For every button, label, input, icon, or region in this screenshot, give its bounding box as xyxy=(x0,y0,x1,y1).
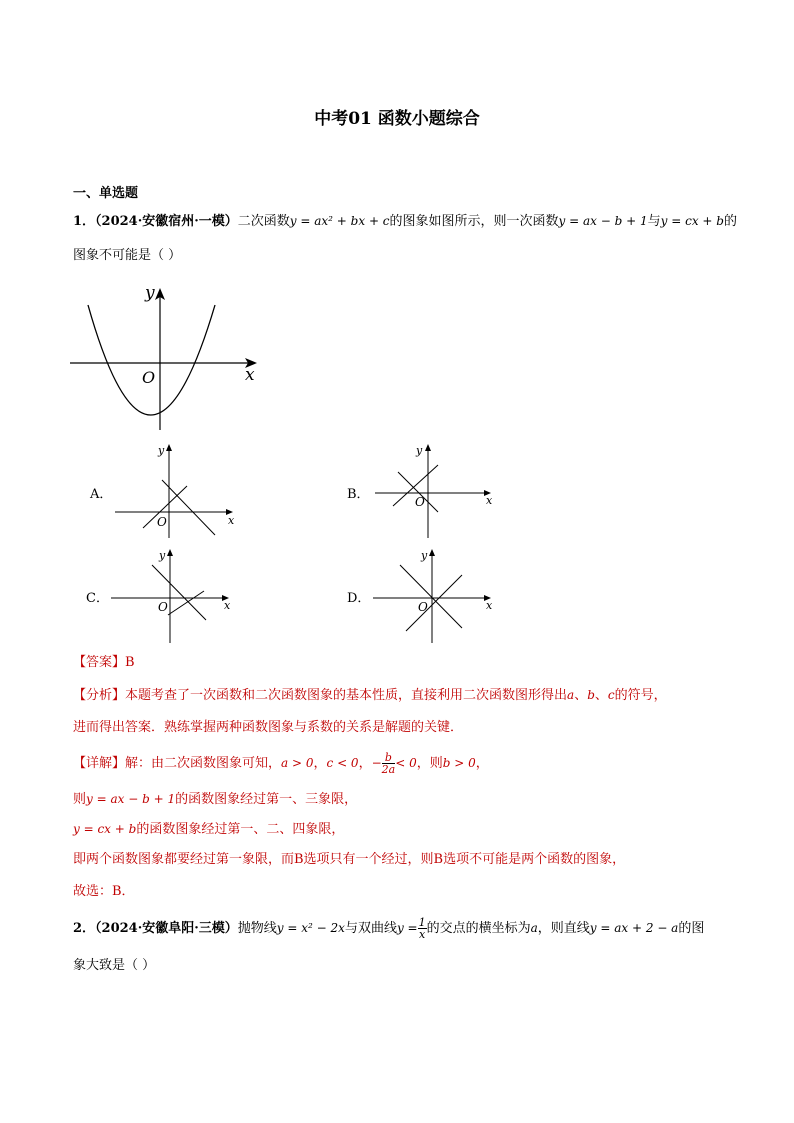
option-c-label: C． xyxy=(86,591,109,606)
analysis-tag: 【分析】 xyxy=(73,688,126,703)
q2-text: ，则直线 xyxy=(537,921,590,936)
detail-math: a > 0 xyxy=(281,756,314,770)
q1-text: 的 xyxy=(723,214,737,229)
fraction-denominator: x xyxy=(419,928,426,941)
q1-detail-line5: 故选：B． xyxy=(73,884,135,899)
analysis-math-a: a xyxy=(567,688,575,702)
detail-text: ，则 xyxy=(416,756,443,771)
detail-text: ， xyxy=(475,756,489,771)
q2-math-a: a xyxy=(530,921,538,935)
q1-detail-line1 xyxy=(73,752,489,775)
x-label: x xyxy=(228,514,235,527)
y-label: y xyxy=(416,444,423,457)
option-b-graph xyxy=(370,440,500,540)
option-b-label: B． xyxy=(347,487,370,502)
parabola-curve xyxy=(88,305,215,415)
section-heading: 一、单选题 xyxy=(73,186,139,201)
q2-text: 与双曲线 xyxy=(344,921,397,936)
q1-answer xyxy=(73,653,135,673)
detail-text: ， xyxy=(358,756,372,771)
q1-source: （2024·安徽宿州·一模） xyxy=(95,214,238,229)
q1-detail-line3 xyxy=(73,819,344,840)
origin-label: O xyxy=(158,600,168,614)
detail-math: y = ax − b + 1 xyxy=(86,792,176,806)
detail-math: c < 0 xyxy=(326,756,359,770)
y-label: y xyxy=(421,549,428,562)
q1-parabola-figure xyxy=(65,280,265,435)
analysis-text: 、 xyxy=(594,688,608,703)
q2-fraction xyxy=(418,917,427,940)
q1-number: 1． xyxy=(73,214,96,229)
y-axis-arrow xyxy=(167,549,173,556)
q2-number: 2． xyxy=(73,921,96,936)
x-label: x xyxy=(486,599,493,612)
detail-tag: 【详解】 xyxy=(73,756,126,771)
q1-text: 与 xyxy=(647,214,661,229)
q1-analysis-line2: 进而得出答案．熟练掌握两种函数图象与系数的关系是解题的关键． xyxy=(73,720,464,735)
fraction-denominator: 2a xyxy=(381,763,396,776)
q2-text: 的交点的横坐标为 xyxy=(426,921,531,936)
detail-math: y = cx + b xyxy=(73,822,137,836)
analysis-text: 本题考查了一次函数和二次函数图象的基本性质，直接利用二次函数图形得出 xyxy=(125,688,568,703)
origin-label: O xyxy=(415,495,425,509)
x-label: x xyxy=(245,365,255,385)
q1-analysis-line1 xyxy=(73,685,667,706)
q2-math-line: y = ax + 2 − a xyxy=(589,921,679,935)
analysis-math-b: b xyxy=(587,688,595,702)
y-label: y xyxy=(159,549,166,562)
line-2 xyxy=(168,591,204,615)
answer-tag: 【答案】 xyxy=(73,655,126,670)
y-label: y xyxy=(145,283,155,303)
x-label: x xyxy=(486,494,493,507)
q1-text: 的图象如图所示，则一次函数 xyxy=(389,214,559,229)
option-a-graph xyxy=(110,440,240,540)
analysis-text: 的符号， xyxy=(614,688,667,703)
y-axis-arrow xyxy=(429,549,435,556)
y-axis-arrow xyxy=(166,444,172,451)
q2-text: 抛物线 xyxy=(237,921,277,936)
x-label: x xyxy=(224,599,231,612)
origin-label: O xyxy=(157,515,167,529)
page-title: 中考01 函数小题综合 xyxy=(314,109,480,129)
q2-stem-line1 xyxy=(73,917,704,940)
detail-text: 的函数图象经过第一、二、四象限， xyxy=(136,822,345,837)
detail-fraction xyxy=(382,752,396,775)
line-2 xyxy=(162,480,215,535)
q1-text: 二次函数 xyxy=(237,214,290,229)
origin-label: O xyxy=(142,368,156,387)
q2-math-hyperbola: y = xyxy=(396,921,418,935)
detail-text: 解：由二次函数图象可知， xyxy=(125,756,282,771)
q2-source: （2024·安徽阜阳·三模） xyxy=(95,921,238,936)
q1-math-line2: y = cx + b xyxy=(660,214,724,228)
detail-text: ， xyxy=(313,756,327,771)
detail-math: < 0 xyxy=(395,756,417,770)
line-1 xyxy=(400,565,462,628)
detail-text: 的函数图象经过第一、三象限， xyxy=(175,792,358,807)
option-c-graph xyxy=(108,545,238,645)
option-d-graph xyxy=(370,545,500,645)
detail-text: 则 xyxy=(73,792,87,807)
q1-math-line1: y = ax − b + 1 xyxy=(558,214,648,228)
q1-stem-line2: 图象不可能是（ ） xyxy=(73,248,182,263)
option-d-label: D． xyxy=(347,591,371,606)
fraction-numerator: b xyxy=(382,752,396,764)
q1-detail-line4: 即两个函数图象都要经过第一象限，而B选项只有一个经过，则B选项不可能是两个函数的图象， xyxy=(73,852,626,867)
q1-detail-line2 xyxy=(73,789,357,810)
q2-math-parabola: y = x² − 2x xyxy=(276,921,345,935)
y-axis-arrow xyxy=(425,444,431,451)
fraction-numerator: 1 xyxy=(418,916,426,929)
line-2 xyxy=(406,575,462,631)
q2-text: 的图 xyxy=(678,921,705,936)
y-label: y xyxy=(158,444,165,457)
analysis-math-c: c xyxy=(607,688,615,702)
detail-math: − xyxy=(371,756,382,770)
detail-math: b > 0 xyxy=(442,756,476,770)
q1-stem-line1 xyxy=(73,211,737,232)
q2-stem-line2: 象大致是（ ） xyxy=(73,958,156,973)
q1-math-quadratic: y = ax² + bx + c xyxy=(289,214,390,228)
analysis-text: 、 xyxy=(574,688,588,703)
origin-label: O xyxy=(418,600,428,614)
answer-value: B xyxy=(125,655,135,670)
option-a-label: A． xyxy=(90,487,113,502)
